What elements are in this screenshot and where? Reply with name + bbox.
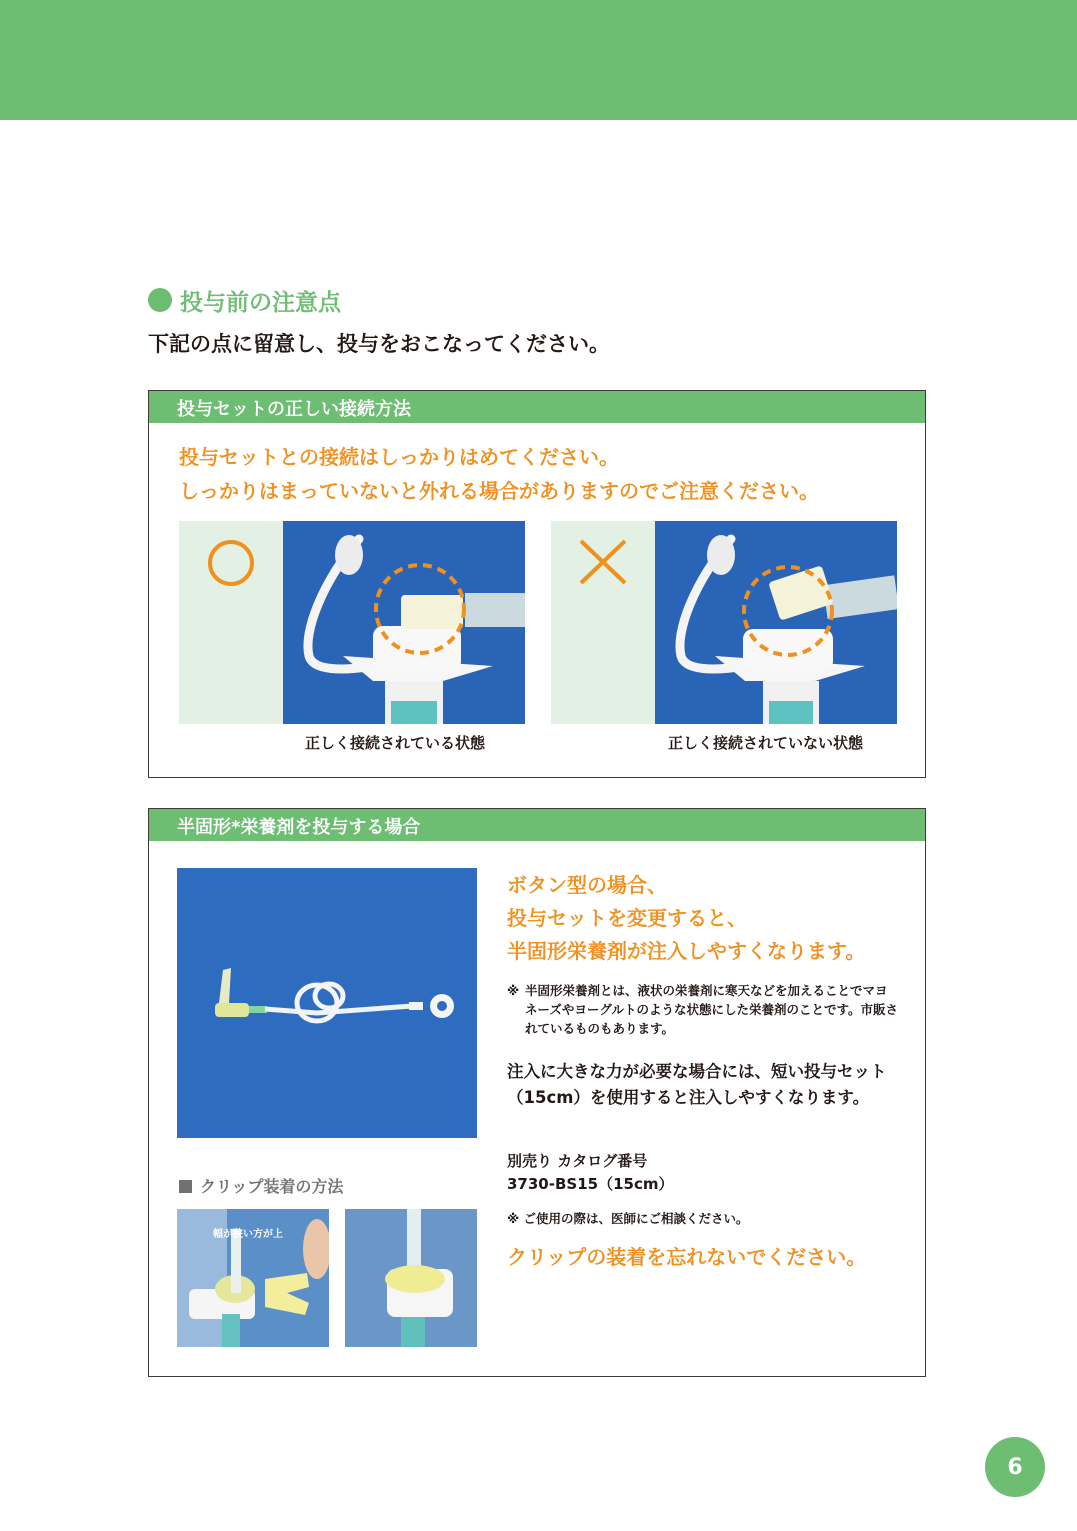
cross-icon — [551, 521, 655, 724]
feeding-set-photo — [177, 868, 477, 1138]
clip-method-title: クリップ装着の方法 — [179, 1174, 343, 1197]
section-title: 投与前の注意点 — [180, 289, 341, 316]
square-bullet-icon — [179, 1180, 192, 1193]
clip-attach-photo-2 — [345, 1209, 477, 1347]
intro-text: 下記の点に留意し、投与をおこなってください。 — [148, 332, 610, 356]
wrong-connection-panel — [551, 521, 897, 724]
circle-icon — [179, 521, 283, 724]
caption-correct: 正しく接続されている状態 — [305, 734, 486, 752]
correct-connection-panel — [179, 521, 525, 724]
correct-connection-photo — [283, 521, 525, 724]
catalog-label: 別売り カタログ番号 — [507, 1152, 648, 1170]
head-line-1: ボタン型の場合、 — [507, 873, 667, 897]
box-header — [149, 809, 925, 841]
box-header-title: 半固形*栄養剤を投与する場合 — [177, 817, 421, 838]
clip-warning: クリップの装着を忘れないでください。 — [507, 1245, 867, 1269]
box-header — [149, 391, 925, 423]
page-number: 6 — [985, 1437, 1045, 1497]
clip-photo-label: 幅が狭い方が上 — [213, 1229, 283, 1240]
head-line-2: 投与セットを変更すると、 — [507, 906, 747, 930]
warning-line-2: しっかりはまっていないと外れる場合がありますのでご注意ください。 — [179, 479, 819, 503]
section-heading — [148, 283, 341, 317]
connection-method-box — [148, 390, 926, 778]
semi-solid-nutrition-box — [148, 808, 926, 1377]
warning-line-1: 投与セットとの接続はしっかりはめてください。 — [179, 445, 619, 469]
box-header-title: 投与セットの正しい接続方法 — [177, 399, 411, 420]
top-header-band — [0, 0, 1077, 120]
clip-attach-photo-1 — [177, 1209, 329, 1347]
semi-solid-note: ※ 半固形栄養剤とは、液状の栄養剤に寒天などを加えることでマヨネーズやヨーグルトのような状態にした栄養剤のことです。市販されているものもあります。 — [507, 983, 899, 1036]
catalog-number: 3730-BS15（15cm） — [507, 1175, 674, 1193]
wrong-connection-photo — [655, 521, 897, 724]
consult-doctor-note: ※ ご使用の際は、医師にご相談ください。 — [507, 1211, 749, 1226]
caption-wrong: 正しく接続されていない状態 — [668, 734, 864, 752]
bullet-dot-icon — [148, 288, 172, 312]
short-set-advice: 注入に大きな力が必要な場合には、短い投与セット（15cm）を使用すると注入しやすくなります。 — [507, 1062, 887, 1107]
head-line-3: 半固形栄養剤が注入しやすくなります。 — [507, 939, 866, 963]
